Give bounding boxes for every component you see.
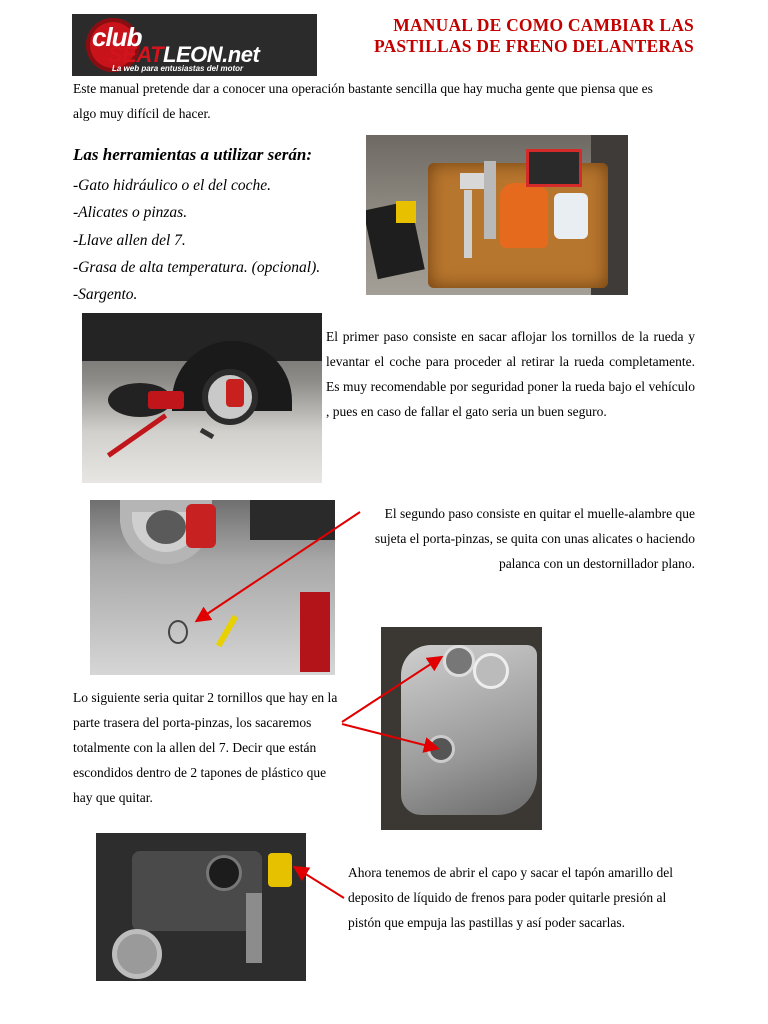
title-line-2: PASTILLAS DE FRENO DELANTERAS [373, 36, 694, 56]
tools-list-item: -Llave allen del 7. [73, 231, 186, 249]
tools-list-item: -Grasa de alta temperatura. (opcional). [73, 258, 321, 276]
logo-club-text: club [92, 22, 142, 52]
logo-brand-seat: SEAT [108, 42, 164, 67]
logo-tagline: La web para entusiastas del motor [112, 64, 244, 73]
title-line-1: MANUAL DE COMO CAMBIAR LAS [393, 15, 694, 35]
tools-list-item: -Sargento. [73, 286, 138, 304]
arrow-to-upper-bolt [342, 658, 440, 722]
step-2-paragraph: El segundo paso consiste en quitar el muelle-alambre que sujeta el porta-pinzas, se quita con unas alicates o haciendo palanca con un destornillador plano. [374, 506, 695, 571]
logo-brand-leon: LEON.net [163, 42, 260, 67]
step-4-paragraph: Ahora tenemos de abrir el capo y sacar el tapón amarillo del deposito de líquido de frenos para poder quitarle presión al pistón que empuja las pastillas y así poder sacarlas. [348, 865, 673, 930]
tools-list-item: -Gato hidráulico o el del coche. [73, 177, 272, 194]
arrow-to-spring [198, 512, 360, 620]
tools-list-item: -Alicates o pinzas. [73, 204, 188, 222]
step-3-paragraph: Lo siguiente seria quitar 2 tornillos que hay en la parte trasera del porta-pinzas, los sacaremos totalmente con la allen del 7. Decir que están escondidos dentro de 2 tapones de plástico que hay que quitar. [73, 690, 338, 805]
arrow-to-lower-bolt [342, 724, 436, 748]
arrow-to-brake-fluid-cap [296, 868, 344, 898]
step-1-paragraph: El primer paso consiste en sacar aflojar los tornillos de la rueda y levantar el coche para proceder al retirar la rueda completamente. Es muy recomendable por seguridad poner la rueda bajo el vehículo , pues en caso de fallar el gato seria un buen seguro. [326, 329, 695, 419]
intro-paragraph: Este manual pretende dar a conocer una operación bastante sencilla que hay mucha gente que piensa que es algo muy difícil de hacer. [73, 81, 653, 121]
tools-heading: Las herramientas a utilizar serán: [73, 145, 312, 164]
